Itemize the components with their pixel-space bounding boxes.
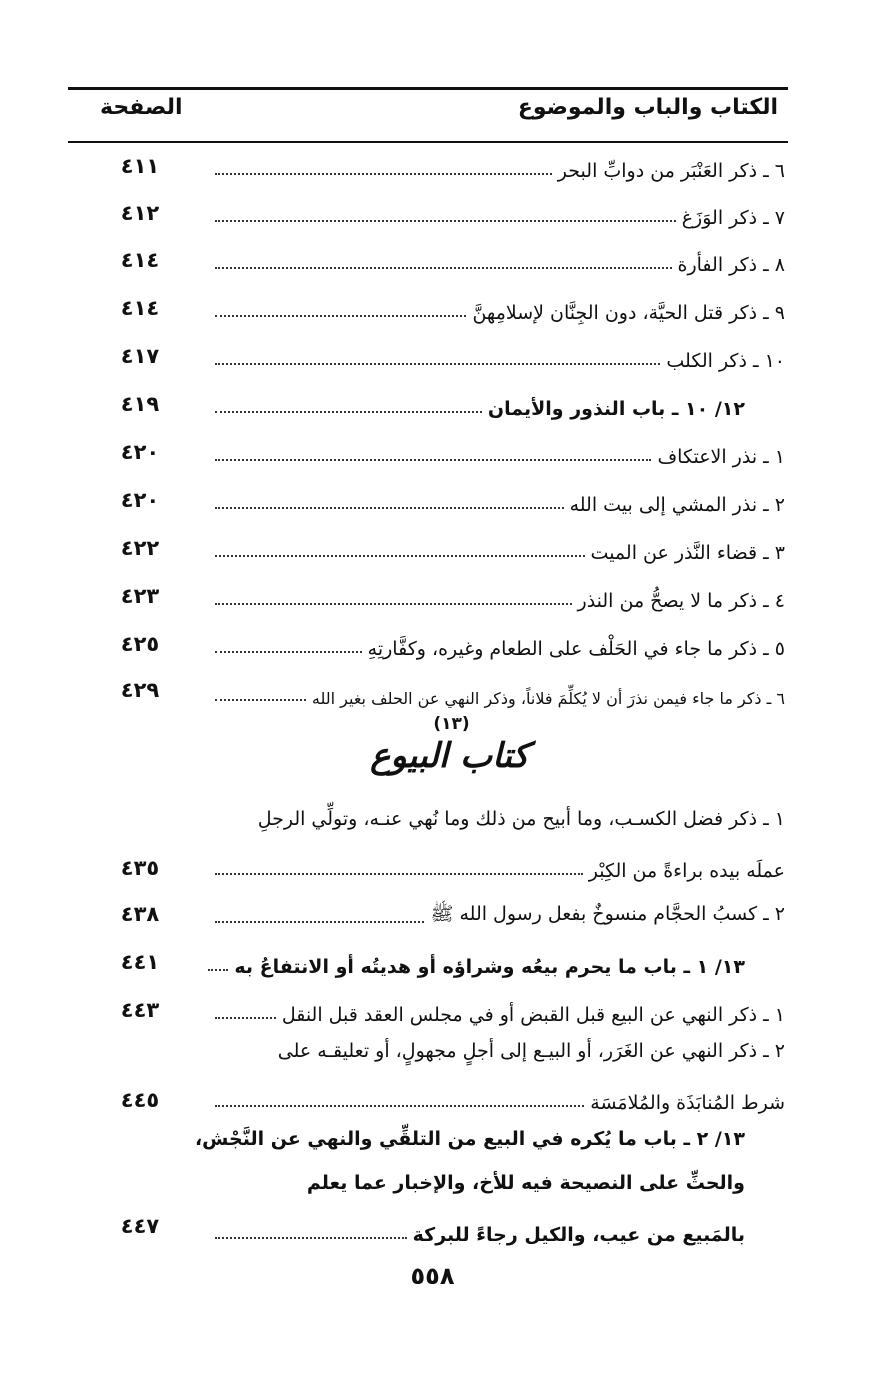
toc-entry — [0, 482, 885, 522]
entry-page: ٤١٤ — [120, 296, 160, 320]
book-heading — [0, 714, 885, 776]
toc-entry — [0, 992, 885, 1032]
dot-leader — [215, 220, 676, 222]
entry-page: ٤٤١ — [120, 950, 160, 974]
entry-page: ٤١١ — [120, 154, 160, 178]
toc-entry — [0, 290, 885, 330]
entry-text: ٤ ـ ذكر ما لا يصحُّ من النذر — [577, 590, 785, 612]
entry-text-line: شرط المُنابَذَة والمُلامَسَة — [590, 1092, 785, 1114]
toc-entry — [0, 674, 885, 714]
entry-text: ٦ ـ ذكر ما جاء فيمن نذرَ أن لا يُكلِّمَ فلاناً، وذكر النهي عن الحلف بغير الله — [311, 689, 785, 708]
toc-entry — [0, 530, 885, 570]
entry-text-line: عملَه بيده براءةً من الكِبْر — [588, 860, 785, 882]
top-rule — [68, 87, 788, 90]
entry-page: ٤٢٢ — [120, 536, 160, 560]
entry-page: ٤٢٠ — [120, 440, 160, 464]
entry-text-line: ٢ ـ ذكر النهي عن الغَرَر، أو البيـع إلى أجلٍ مجهولٍ، أو تعليقـه على — [277, 1040, 785, 1062]
toc-entry — [0, 338, 885, 378]
dot-leader — [215, 921, 424, 923]
entry-page: ٤١٧ — [120, 344, 160, 368]
dot-leader — [215, 651, 362, 653]
entry-text: ٢ ـ نذر المشي إلى بيت الله — [569, 494, 785, 516]
toc-entry — [0, 626, 885, 666]
dot-leader — [215, 459, 651, 461]
entry-page: ٤٤٥ — [120, 1088, 160, 1112]
dot-leader — [215, 173, 552, 175]
entry-text: ١ ـ نذر الاعتكاف — [657, 446, 785, 468]
entry-text: ٣ ـ قضاء النَّذر عن الميت — [590, 542, 785, 564]
entry-text: ٧ ـ ذكر الوَزَغ — [681, 207, 785, 229]
entry-page: ٤٢٣ — [120, 584, 160, 608]
entry-text: ١ ـ ذكر النهي عن البيع قبل القبض أو في مجلس العقد قبل النقل — [281, 1004, 785, 1026]
toc-section-entry — [0, 944, 885, 984]
entry-text: ٨ ـ ذكر الفأرة — [677, 254, 785, 276]
entry-page: ٤٤٧ — [120, 1214, 160, 1238]
entry-page: ٤٣٨ — [120, 902, 160, 926]
entry-page: ٤٢٩ — [120, 678, 160, 702]
header-rule — [68, 141, 788, 143]
entry-page: ٤١٩ — [120, 392, 160, 416]
entry-page: ٤٢٠ — [120, 488, 160, 512]
section-text-line: بالمَبيع من عيب، والكيل رجاءً للبركة — [412, 1224, 745, 1246]
header-page-column: الصفحة — [100, 95, 183, 120]
toc-entry — [0, 242, 885, 282]
dot-leader — [208, 969, 228, 971]
toc-section-entry — [0, 386, 885, 426]
toc-entry — [0, 434, 885, 474]
book-number: (١٣) — [433, 714, 470, 734]
dot-leader — [215, 1105, 584, 1107]
page-number: ٥٥٨ — [410, 1262, 455, 1290]
section-text: ١٢/ ١٠ ـ باب النذور والأيمان — [487, 398, 745, 420]
entry-page: ٤٤٣ — [120, 998, 160, 1022]
entry-page: ٤١٢ — [120, 201, 160, 225]
dot-leader — [215, 555, 585, 557]
dot-leader — [215, 507, 564, 509]
section-text-line: ١٣/ ٢ ـ باب ما يُكره في البيع من التلقِّي والنهي عن النَّجْش، — [194, 1128, 745, 1150]
dot-leader — [215, 873, 583, 875]
entry-page: ٤٣٥ — [120, 856, 160, 880]
entry-text: ٦ ـ ذكر العَنْبَر من دوابِّ البحر — [557, 160, 785, 182]
header-title: الكتاب والباب والموضوع — [517, 95, 778, 120]
toc-entry — [0, 896, 885, 936]
entry-page: ٤٢٥ — [120, 632, 160, 656]
entry-text: ٩ ـ ذكر قتل الحيَّة، دون الجِنَّان لإسلامِهنَّ — [472, 302, 785, 324]
dot-leader — [215, 1237, 407, 1239]
table-header — [68, 95, 788, 135]
entry-text-line: ١ ـ ذكر فضل الكسـب، وما أبيح من ذلك وما نُهي عنـه، وتولِّي الرجلِ — [257, 808, 785, 830]
dot-leader — [215, 363, 660, 365]
section-text-line: والحثِّ على النصيحة فيه للأخ، والإخبار عما يعلم — [306, 1172, 745, 1194]
dot-leader — [215, 699, 306, 701]
dot-leader — [215, 267, 672, 269]
dot-leader — [215, 315, 466, 317]
book-title: كتاب البيوع — [370, 736, 529, 776]
dot-leader — [215, 603, 572, 605]
toc-entry — [0, 148, 885, 188]
entry-text: ٢ ـ كسبُ الحجَّام منسوخٌ بفعل رسول الله ﷺ — [430, 903, 785, 925]
entry-text: ٥ ـ ذكر ما جاء في الحَلْف على الطعام وغيره، وكفَّارتِهِ — [367, 638, 785, 660]
entry-page: ٤١٤ — [120, 248, 160, 272]
toc-entry — [0, 195, 885, 235]
entry-text: ١٠ ـ ذكر الكلب — [666, 350, 785, 372]
toc-entry — [0, 578, 885, 618]
section-text: ١٣/ ١ ـ باب ما يحرم بيعُه وشراؤه أو هديتُه أو الانتفاعُ به — [234, 956, 745, 978]
dot-leader — [215, 1017, 276, 1019]
dot-leader — [215, 411, 482, 413]
